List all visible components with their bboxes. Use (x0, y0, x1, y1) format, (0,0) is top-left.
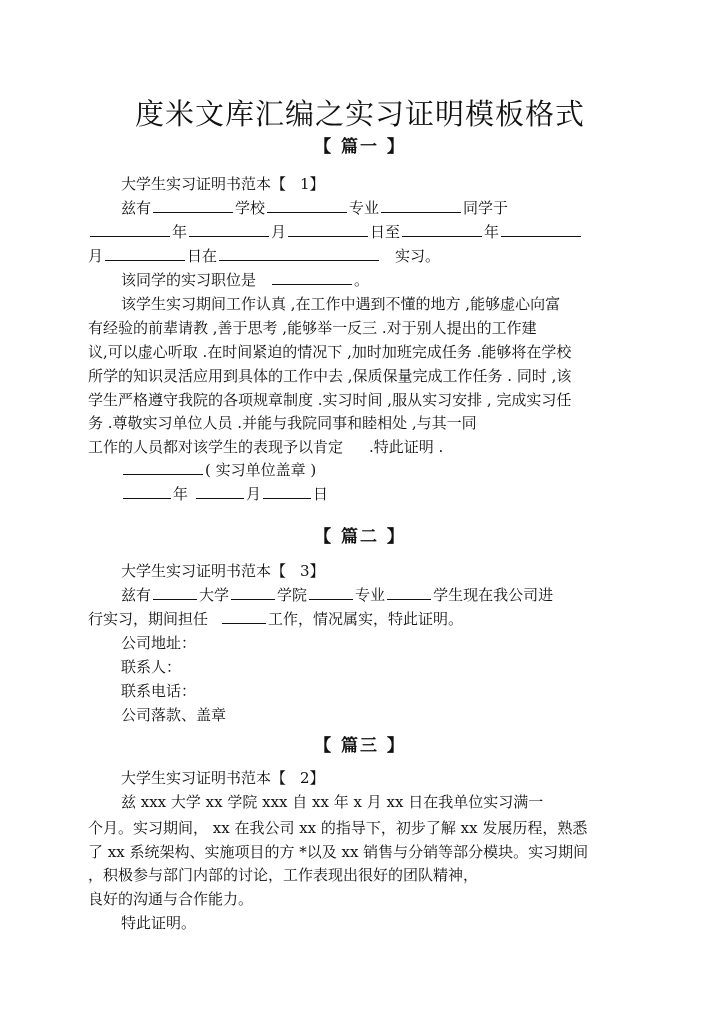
blank-year-end (402, 222, 482, 237)
section2-heading: 【 篇二 】 (314, 527, 406, 547)
label-school: 学校 (235, 199, 266, 217)
label-day-at: 日在 (187, 247, 218, 265)
subtitle-text: 大学生实习证明书范本【 (121, 769, 287, 787)
section1-heading: 【 篇一 】 (314, 137, 406, 157)
section1-para-line4: 所学的知识灵活应用到具体的工作中去 ,保质保量完成工作任务 . 同时 ,该 (88, 367, 572, 385)
blank-date-day (263, 484, 311, 499)
date-year: 年 (173, 485, 189, 503)
label-zi-you: 兹有 (121, 586, 152, 604)
contact-phone: 联系电话： (121, 682, 197, 700)
section1-stamp-line (121, 460, 316, 480)
para-line7-b: .特此证明 . (369, 438, 444, 456)
blank-name (153, 198, 233, 213)
blank-name (153, 585, 197, 600)
label-day-to: 日至 (370, 223, 401, 241)
blank-day-start (288, 222, 368, 237)
period: 。 (354, 271, 370, 289)
label-major: 专业 (349, 199, 380, 217)
section3-para-line1: 兹 xxx 大学 xx 学院 xxx 自 xx 年 x 月 xx 日在我单位实习满一 (121, 793, 544, 811)
blank-position (272, 270, 352, 285)
section1-para-line5: 学生严格遵守我院的各项规章制度 .实习时间 ,服从实习安排 , 完成实习任 (88, 391, 572, 409)
section3-heading: 【 篇三 】 (314, 736, 406, 756)
label-internship: 实习。 (395, 247, 441, 265)
label-serve-as: 行实习，期间担任 (88, 610, 209, 628)
section3-para-line2: 个月。实习期间， xx 在我公司 xx 的指导下，初步了解 xx 发展历程，熟悉 (88, 819, 588, 837)
section2-line2 (88, 609, 463, 629)
subtitle-text: 大学生实习证明书范本【 (121, 175, 287, 193)
section3-para-line5: 良好的沟通与合作能力。 (88, 890, 254, 908)
section3-subtitle (121, 768, 325, 788)
label-month-end: 月 (88, 247, 104, 265)
blank-company (219, 246, 379, 261)
blank-date-year (123, 484, 171, 499)
label-student-from: 同学于 (463, 199, 509, 217)
blank-stamp (123, 460, 203, 475)
label-college: 学院 (277, 586, 308, 604)
section3-closing: 特此证明。 (121, 914, 197, 932)
section1-position-line (121, 270, 369, 290)
blank-job (222, 609, 266, 624)
company-address: 公司地址： (121, 634, 197, 652)
date-month: 月 (246, 485, 262, 503)
section1-line1 (121, 198, 508, 218)
subtitle-num: 2】 (300, 769, 325, 787)
label-student-now: 学生现在我公司进 (433, 586, 554, 604)
section2-subtitle (121, 561, 325, 581)
section3-para-line4: ，积极参与部门内部的讨论，工作表现出很好的团队精神， (88, 866, 479, 884)
stamp-label: ( 实习单位盖章 ) (205, 461, 317, 479)
blank-month-end (501, 222, 581, 237)
blank-school (267, 198, 347, 213)
subtitle-num: 1】 (300, 175, 325, 193)
section1-subtitle (121, 174, 325, 194)
label-zi-you: 兹有 (121, 199, 152, 217)
section1-line3 (88, 246, 440, 266)
section1-line2 (88, 222, 583, 242)
section1-para-line7 (88, 437, 443, 457)
blank-major (381, 198, 461, 213)
section1-para-line3: 议,可以虚心听取 .在时间紧迫的情况下 ,加时加班完成任务 .能够将在学校 (88, 343, 572, 361)
blank-college (309, 585, 353, 600)
section1-para-line6: 务 .尊敬实习单位人员 .并能与我院同事和睦相处 ,与其一同 (88, 414, 477, 432)
section2-line1 (121, 585, 553, 605)
blank-day-end (105, 246, 185, 261)
blank-major (387, 585, 431, 600)
section1-para-line2: 有经验的前辈请教 ,善于思考 ,能够举一反三 .对于别人提出的工作建 (88, 319, 537, 337)
section1-para-line1: 该学生实习期间工作认真 ,在工作中遇到不懂的地方 ,能够虚心向富 (121, 295, 561, 313)
label-month: 月 (271, 223, 287, 241)
section3-para-line3: 了 xx 系统架构、实施项目的方 *以及 xx 销售与分销等部分模块。实习期间 (88, 843, 589, 861)
blank-university (231, 585, 275, 600)
blank-month-start (189, 222, 269, 237)
label-certify: 工作，情况属实，特此证明。 (268, 610, 464, 628)
label-year: 年 (172, 223, 188, 241)
document-title: 度米文库汇编之实习证明模板格式 (134, 97, 585, 131)
blank-year-start (90, 222, 170, 237)
label-university: 大学 (199, 586, 230, 604)
label-major: 专业 (355, 586, 386, 604)
label-position: 该同学的实习职位是 (121, 271, 257, 289)
section1-date-line (121, 484, 328, 504)
subtitle-text: 大学生实习证明书范本【 (121, 562, 287, 580)
company-seal: 公司落款、盖章 (121, 706, 227, 724)
date-day: 日 (313, 485, 329, 503)
para-line7-a: 工作的人员都对该学生的表现予以肯定 (88, 438, 344, 456)
label-year-end: 年 (484, 223, 500, 241)
subtitle-num: 3】 (300, 562, 325, 580)
blank-date-month (196, 484, 244, 499)
contact-person: 联系人： (121, 658, 182, 676)
